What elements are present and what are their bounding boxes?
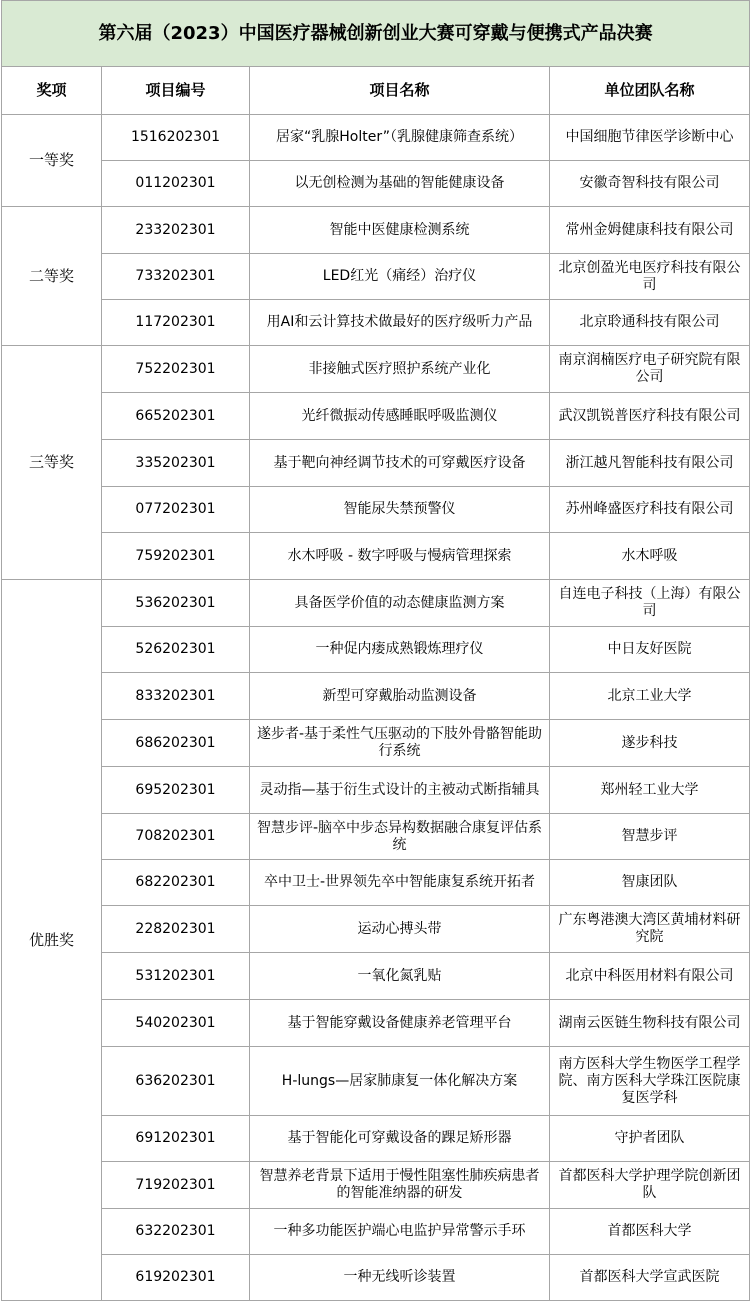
team-name-cell: 北京聆通科技有限公司: [550, 300, 750, 346]
header-award: 奖项: [2, 67, 102, 115]
project-id-cell: 632202301: [102, 1209, 250, 1255]
project-id-cell: 682202301: [102, 860, 250, 906]
project-name-cell: 智能中医健康检测系统: [250, 207, 550, 254]
project-name-cell: 智慧养老背景下适用于慢性阻塞性肺疾病患者的智能准纳器的研发: [250, 1162, 550, 1209]
team-name-cell: 守护者团队: [550, 1116, 750, 1162]
project-name-cell: 灵动指—基于衍生式设计的主被动式断指辅具: [250, 767, 550, 814]
table-row: [2, 860, 750, 906]
team-name-cell: 广东粤港澳大湾区黄埔材料研究院: [550, 906, 750, 953]
award-cell: 一等奖: [2, 115, 102, 207]
table-row: [2, 814, 750, 860]
table-row: [2, 1000, 750, 1047]
project-name-cell: LED红光（痛经）治疗仪: [250, 254, 550, 300]
table-row: [2, 254, 750, 300]
project-id-cell: 695202301: [102, 767, 250, 814]
project-id-cell: 708202301: [102, 814, 250, 860]
team-name-cell: 常州金姆健康科技有限公司: [550, 207, 750, 254]
team-name-cell: 遂步科技: [550, 720, 750, 767]
header-row: [2, 67, 750, 115]
project-id-cell: 531202301: [102, 953, 250, 1000]
project-name-cell: 具备医学价值的动态健康监测方案: [250, 580, 550, 627]
table-row: [2, 487, 750, 533]
project-id-cell: 233202301: [102, 207, 250, 254]
project-name-cell: 以无创检测为基础的智能健康设备: [250, 161, 550, 207]
project-name-cell: 智能尿失禁预警仪: [250, 487, 550, 533]
award-cell: 优胜奖: [2, 580, 102, 1301]
table-row: [2, 906, 750, 953]
project-name-cell: 运动心搏头带: [250, 906, 550, 953]
table-title: 第六届（2023）中国医疗器械创新创业大赛可穿戴与便携式产品决赛: [2, 1, 750, 67]
table-row: [2, 953, 750, 1000]
results-body: [2, 115, 750, 1301]
team-name-cell: 北京中科医用材料有限公司: [550, 953, 750, 1000]
table-row: [2, 300, 750, 346]
team-name-cell: 安徽奇智科技有限公司: [550, 161, 750, 207]
project-id-cell: 117202301: [102, 300, 250, 346]
project-id-cell: 077202301: [102, 487, 250, 533]
table-row: [2, 393, 750, 440]
team-name-cell: 智康团队: [550, 860, 750, 906]
table-row: [2, 627, 750, 673]
award-cell: 二等奖: [2, 207, 102, 346]
team-name-cell: 自连电子科技（上海）有限公司: [550, 580, 750, 627]
table-row: [2, 346, 750, 393]
project-name-cell: 一种促内瘘成熟锻炼理疗仪: [250, 627, 550, 673]
results-table: [1, 0, 750, 1301]
project-name-cell: 基于智能化可穿戴设备的踝足矫形器: [250, 1116, 550, 1162]
project-id-cell: 011202301: [102, 161, 250, 207]
team-name-cell: 首都医科大学: [550, 1209, 750, 1255]
team-name-cell: 北京工业大学: [550, 673, 750, 720]
project-id-cell: 686202301: [102, 720, 250, 767]
team-name-cell: 中国细胞节律医学诊断中心: [550, 115, 750, 161]
table-row: [2, 161, 750, 207]
project-id-cell: 733202301: [102, 254, 250, 300]
project-name-cell: 基于智能穿戴设备健康养老管理平台: [250, 1000, 550, 1047]
team-name-cell: 武汉凯锐普医疗科技有限公司: [550, 393, 750, 440]
table-row: [2, 1047, 750, 1116]
header-project-name: 项目名称: [250, 67, 550, 115]
table-row: [2, 115, 750, 161]
project-id-cell: 1516202301: [102, 115, 250, 161]
project-name-cell: H-lungs—居家肺康复一体化解决方案: [250, 1047, 550, 1116]
team-name-cell: 郑州轻工业大学: [550, 767, 750, 814]
project-name-cell: 居家“乳腺Holter”（乳腺健康筛查系统）: [250, 115, 550, 161]
project-name-cell: 一氧化氮乳贴: [250, 953, 550, 1000]
project-id-cell: 665202301: [102, 393, 250, 440]
project-id-cell: 833202301: [102, 673, 250, 720]
table-row: [2, 207, 750, 254]
header-project-id: 项目编号: [102, 67, 250, 115]
team-name-cell: 浙江越凡智能科技有限公司: [550, 440, 750, 487]
project-name-cell: 水木呼吸 - 数字呼吸与慢病管理探索: [250, 533, 550, 580]
project-id-cell: 536202301: [102, 580, 250, 627]
table-row: [2, 673, 750, 720]
project-name-cell: 新型可穿戴胎动监测设备: [250, 673, 550, 720]
table-row: [2, 720, 750, 767]
project-name-cell: 智慧步评-脑卒中步态异构数据融合康复评估系统: [250, 814, 550, 860]
table-row: [2, 1209, 750, 1255]
project-id-cell: 719202301: [102, 1162, 250, 1209]
table-row: [2, 580, 750, 627]
team-name-cell: 智慧步评: [550, 814, 750, 860]
team-name-cell: 中日友好医院: [550, 627, 750, 673]
project-name-cell: 卒中卫士-世界领先卒中智能康复系统开拓者: [250, 860, 550, 906]
project-id-cell: 636202301: [102, 1047, 250, 1116]
award-cell: 三等奖: [2, 346, 102, 580]
project-name-cell: 非接触式医疗照护系统产业化: [250, 346, 550, 393]
project-id-cell: 619202301: [102, 1255, 250, 1301]
team-name-cell: 北京创盈光电医疗科技有限公司: [550, 254, 750, 300]
team-name-cell: 首都医科大学护理学院创新团队: [550, 1162, 750, 1209]
team-name-cell: 水木呼吸: [550, 533, 750, 580]
team-name-cell: 首都医科大学宣武医院: [550, 1255, 750, 1301]
table-row: [2, 533, 750, 580]
project-name-cell: 用AI和云计算技术做最好的医疗级听力产品: [250, 300, 550, 346]
project-name-cell: 一种多功能医护端心电监护异常警示手环: [250, 1209, 550, 1255]
table-row: [2, 440, 750, 487]
team-name-cell: 湖南云医链生物科技有限公司: [550, 1000, 750, 1047]
project-id-cell: 335202301: [102, 440, 250, 487]
project-name-cell: 遂步者-基于柔性气压驱动的下肢外骨骼智能助行系统: [250, 720, 550, 767]
project-name-cell: 基于靶向神经调节技术的可穿戴医疗设备: [250, 440, 550, 487]
project-id-cell: 691202301: [102, 1116, 250, 1162]
project-id-cell: 526202301: [102, 627, 250, 673]
table-row: [2, 1116, 750, 1162]
project-name-cell: 一种无线听诊装置: [250, 1255, 550, 1301]
table-row: [2, 1162, 750, 1209]
team-name-cell: 苏州峰盛医疗科技有限公司: [550, 487, 750, 533]
team-name-cell: 南京润楠医疗电子研究院有限公司: [550, 346, 750, 393]
table-row: [2, 1255, 750, 1301]
project-id-cell: 228202301: [102, 906, 250, 953]
project-id-cell: 752202301: [102, 346, 250, 393]
project-id-cell: 759202301: [102, 533, 250, 580]
team-name-cell: 南方医科大学生物医学工程学院、南方医科大学珠江医院康复医学科: [550, 1047, 750, 1116]
header-team-name: 单位团队名称: [550, 67, 750, 115]
table-row: [2, 767, 750, 814]
project-name-cell: 光纤微振动传感睡眠呼吸监测仪: [250, 393, 550, 440]
project-id-cell: 540202301: [102, 1000, 250, 1047]
